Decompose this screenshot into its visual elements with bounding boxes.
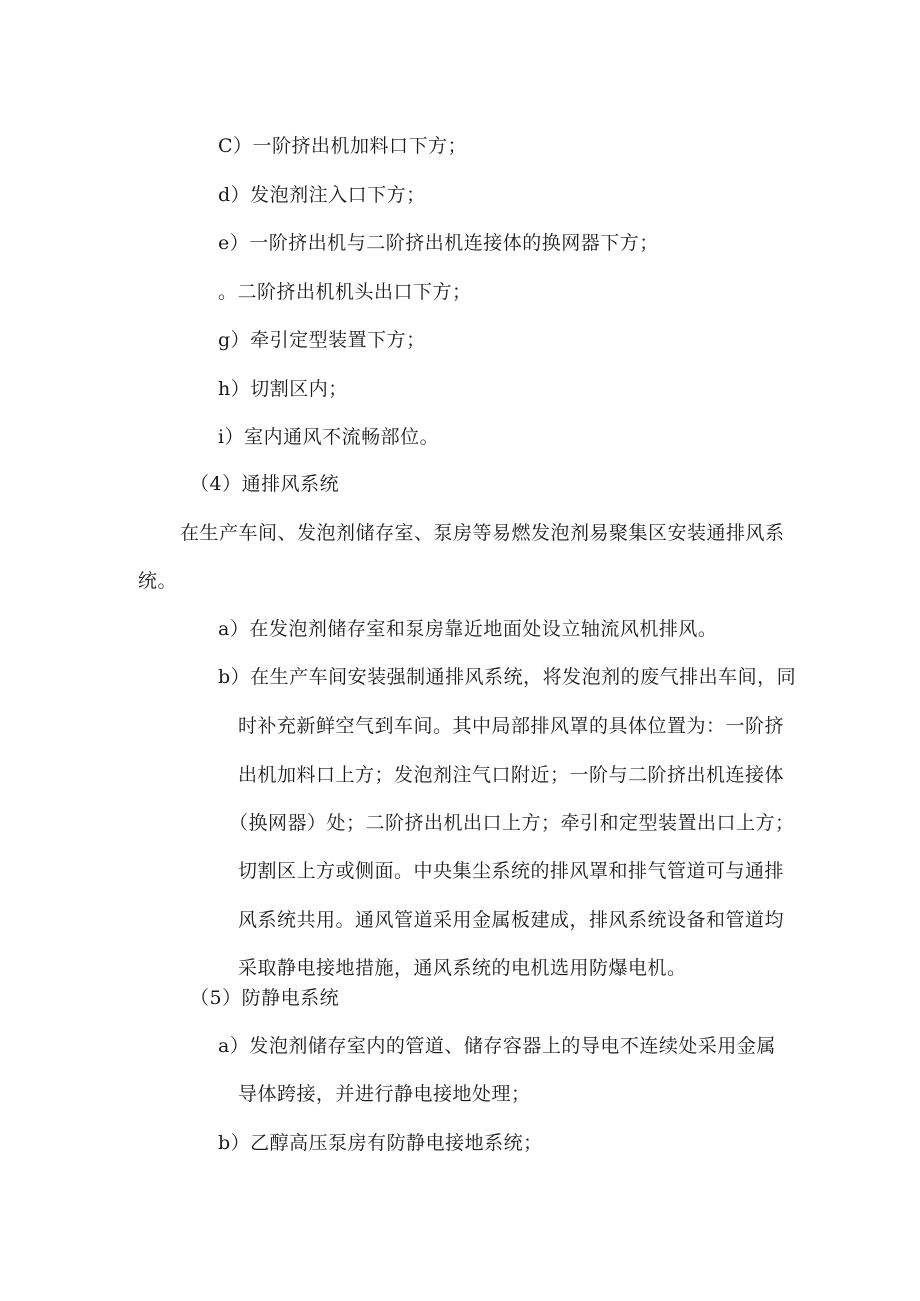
list-item-continuation: （换网器）处；二阶挤出机出口上方；牵引和定型装置出口上方； — [229, 812, 795, 834]
list-item-f: 。二阶挤出机机头出口下方； — [218, 281, 472, 303]
list-item-a: a）发泡剂储存室内的管道、储存容器上的导电不连续处采用金属 — [218, 1035, 776, 1057]
list-item-d: d）发泡剂注入口下方； — [218, 184, 426, 206]
list-item-continuation: 出机加料口上方；发泡剂注气口附近；一阶与二阶挤出机连接体 — [238, 764, 785, 786]
list-item-continuation: 时补充新鲜空气到车间。其中局部排风罩的具体位置为：一阶挤 — [238, 715, 785, 737]
list-item-h: h）切割区内； — [218, 378, 348, 400]
list-item-continuation: 切割区上方或侧面。中央集尘系统的排风罩和排气管道可与通排 — [238, 860, 785, 882]
list-item-a: a）在发泡剂储存室和泵房靠近地面处设立轴流风机排风。 — [218, 618, 718, 640]
list-item-b: b）乙醇高压泵房有防静电接地系统； — [218, 1132, 543, 1154]
section-heading-ventilation: （4）通排风系统 — [190, 473, 340, 495]
paragraph-line: 在生产车间、发泡剂储存室、泵房等易燃发泡剂易聚集区安装通排风系 — [180, 522, 785, 544]
list-item-i: i）室内通风不流畅部位。 — [218, 426, 440, 448]
list-item-continuation: 风系统共用。通风管道采用金属板建成，排风系统设备和管道均 — [238, 909, 785, 931]
list-item-b: b）在生产车间安装强制通排风系统，将发泡剂的废气排出车间，同 — [218, 666, 797, 688]
list-item-continuation: 采取静电接地措施，通风系统的电机选用防爆电机。 — [238, 957, 687, 979]
section-heading-antistatic: （5）防静电系统 — [190, 987, 340, 1009]
paragraph-line: 统。 — [138, 570, 178, 592]
list-item-g: g）牵引定型装置下方； — [218, 329, 426, 351]
list-item-e: e）一阶挤出机与二阶挤出机连接体的换网器下方； — [218, 232, 659, 254]
list-item-continuation: 导体跨接，并进行静电接地处理； — [238, 1083, 531, 1105]
list-item-c: C）一阶挤出机加料口下方； — [218, 135, 468, 157]
